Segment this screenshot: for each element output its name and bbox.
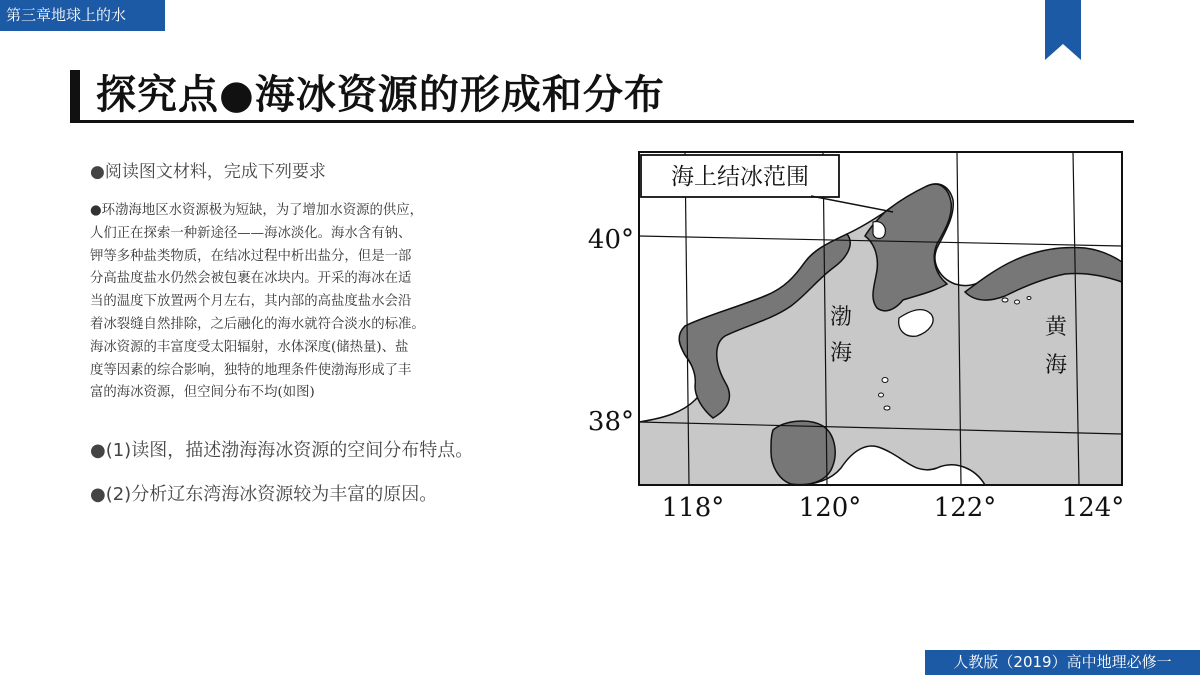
question-2: ●(2)分析辽东湾海冰资源较为丰富的原因。 <box>90 484 438 505</box>
map-lon-label-118: 118° <box>661 493 725 523</box>
material-line: 当的温度下放置两个月左右，其内部的高盐度盐水会沿 <box>90 294 412 310</box>
map-legend-label: 海上结冰范围 <box>671 164 809 190</box>
bookmark-icon <box>1045 0 1081 60</box>
map-lon-label-120: 120° <box>798 493 862 523</box>
map-island <box>882 378 888 383</box>
bohai-sea-ice-map <box>585 150 1130 525</box>
material-line: 海冰资源的丰富度受太阳辐射，水体深度(储热量)、盐 <box>90 339 409 355</box>
material-line: 度等因素的综合影响，独特的地理条件使渤海形成了丰 <box>90 362 412 378</box>
map-lat-label-38: 38° <box>587 407 634 437</box>
map-island <box>1015 300 1020 304</box>
map-ice-laizhou <box>771 421 835 485</box>
material-line: 钾等多种盐类物质，在结冰过程中析出盐分，但是一部 <box>90 248 412 264</box>
map-lon-label-124: 124° <box>1061 493 1125 523</box>
map-label-bohai-2: 海 <box>829 341 853 366</box>
map-lon-label-122: 122° <box>933 493 997 523</box>
map-label-huanghai-1: 黄 <box>1044 315 1068 340</box>
chapter-tag: 第三章地球上的水 <box>0 0 165 31</box>
material-line: 分高盐度盐水仍然会被包裹在冰块内。开采的海冰在适 <box>90 271 412 287</box>
map-island <box>1027 297 1031 300</box>
title-accent-bar <box>70 70 80 120</box>
bullet-intro: ●阅读图文材料，完成下列要求 <box>90 162 326 182</box>
question-1: ●(1)读图，描述渤海海冰资源的空间分布特点。 <box>90 440 474 461</box>
map-island <box>879 393 884 397</box>
material-line: 着冰裂缝自然排除，之后融化的海水就符合淡水的标准。 <box>90 316 425 332</box>
material-text <box>90 200 570 405</box>
map-lat-label-40: 40° <box>587 225 634 255</box>
map-label-huanghai-2: 海 <box>1044 353 1068 378</box>
map-island <box>884 406 890 410</box>
map-label-bohai-1: 渤 <box>829 305 853 330</box>
material-line: 人们正在探索一种新途径——海冰淡化。海水含有钠、 <box>90 225 412 241</box>
title-divider <box>70 120 1134 123</box>
material-line: 富的海冰资源，但空间分布不均(如图) <box>90 385 315 401</box>
footer-edition: 人教版（2019）高中地理必修一 <box>925 650 1200 675</box>
material-line: ●环渤海地区水资源极为短缺，为了增加水资源的供应， <box>90 203 424 218</box>
map-island <box>1002 298 1008 302</box>
page-title: 探究点●海冰资源的形成和分布 <box>96 72 665 118</box>
